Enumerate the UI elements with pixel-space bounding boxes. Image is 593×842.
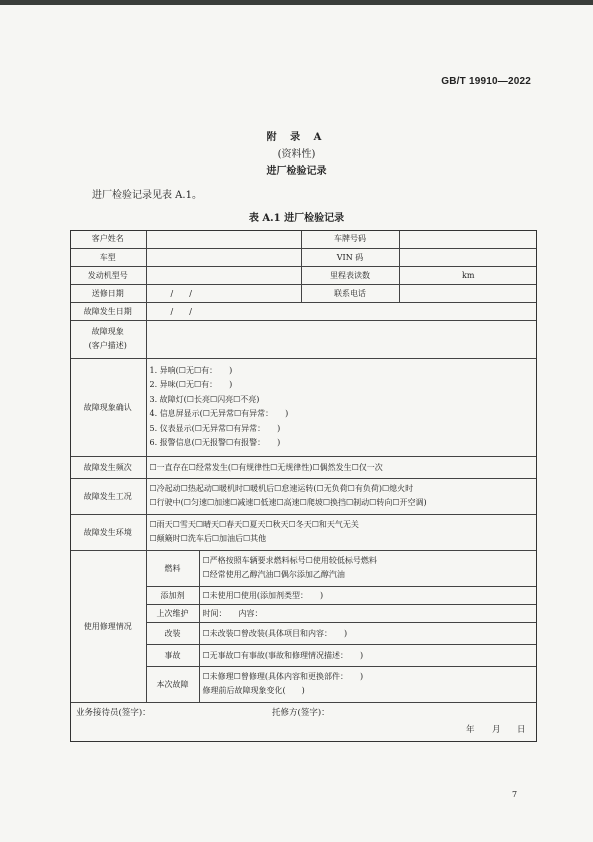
table-outer-border	[70, 230, 537, 742]
client-signature-label: 托修方(签字)：	[272, 708, 330, 718]
send-date-value: / /	[146, 284, 301, 302]
annex-name: 进厂检验记录	[266, 166, 327, 177]
additive-value: ☐未使用☐使用(添加剂类型： )	[199, 586, 537, 604]
fault-date-value: / /	[146, 302, 537, 320]
annex-title: 附 录 A	[266, 132, 327, 143]
standard-number: GB/T 19910—2022	[441, 76, 531, 87]
customer-name-label: 客户姓名	[70, 230, 146, 248]
modification-value: ☐未改装☐曾改装(具体项目和内容： )	[199, 622, 537, 644]
annex-nature: (资料性)	[277, 149, 316, 160]
frequency-value: ☐一直存在☐经常发生(☐有规律性☐无规律性)☐偶然发生☐仅一次	[146, 456, 537, 478]
send-date-label: 送修日期	[70, 284, 146, 302]
additive-label: 添加剂	[146, 586, 199, 604]
scan-top-edge	[0, 0, 593, 5]
confirm-item: 6. 报警信息(☐无报警☐有报警： )	[149, 438, 281, 447]
this-fault-line: 修理前后故障现象变化( )	[202, 686, 305, 695]
phenomenon-label-line2: (客户描述)	[88, 341, 127, 350]
date-year: 年	[466, 725, 475, 735]
this-fault-line: ☐未修理☐曾修理(具体内容和更换部件： )	[202, 671, 364, 681]
condition-label: 故障发生工况	[70, 478, 146, 514]
receptionist-signature-label: 业务接待员(签字)：	[76, 708, 151, 718]
confirm-label: 故障现象确认	[70, 358, 146, 456]
environment-label: 故障发生环境	[70, 514, 146, 550]
fault-date-label: 故障发生日期	[70, 302, 146, 320]
confirm-item: 1. 异响(☐无☐有： )	[149, 365, 233, 375]
fuel-line: ☐严格按照车辆要求燃料标号☐使用较低标号燃料	[202, 555, 377, 565]
last-maintenance-value: 时间： 内容：	[199, 604, 537, 622]
confirm-item: 4. 信息屏显示(☐无异常☐有异常： )	[149, 409, 289, 418]
phone-label: 联系电话	[301, 284, 399, 302]
plate-number-label: 车牌号码	[301, 230, 399, 248]
confirm-item: 2. 异味(☐无☐有： )	[149, 380, 233, 389]
model-label: 车型	[70, 248, 146, 266]
this-fault-label: 本次故障	[146, 666, 199, 702]
intro-text: 进厂检验记录见表 A.1。	[92, 190, 202, 201]
fuel-label: 燃料	[146, 550, 199, 586]
last-maintenance-label: 上次维护	[146, 604, 199, 622]
accident-value: ☐无事故☐有事故(事故和修理情况描述： )	[199, 644, 537, 666]
date-month: 月	[492, 725, 501, 735]
table-caption: 表 A.1 进厂检验记录	[248, 213, 345, 224]
condition-line: ☐冷起动☐热起动☐暖机时☐暖机后☐怠速运转(☐无负荷☐有负荷)☐熄火时	[149, 483, 414, 493]
date-day: 日	[517, 725, 526, 735]
confirm-item: 5. 仪表显示(☐无异常☐有异常： )	[149, 423, 281, 433]
odometer-unit: km	[399, 266, 537, 284]
engine-model-label: 发动机型号	[70, 266, 146, 284]
environment-line: ☐雨天☐雪天☐晴天☐春天☐夏天☐秋天☐冬天☐和天气无关	[149, 519, 359, 529]
fuel-line: ☐经常使用乙醇汽油☐偶尔添加乙醇汽油	[202, 570, 345, 579]
odometer-label: 里程表读数	[301, 266, 399, 284]
page-number: 7	[512, 790, 518, 799]
environment-line: ☐颠簸时☐洗车后☐加油后☐其他	[149, 534, 267, 543]
phenomenon-label-line1: 故障现象	[91, 326, 124, 336]
vin-label: VIN 码	[301, 248, 399, 266]
confirm-item: 3. 故障灯(☐长亮☐闪亮☐不亮)	[149, 394, 260, 404]
accident-label: 事故	[146, 644, 199, 666]
condition-line: ☐行驶中(☐匀速☐加速☐减速☐低速☐高速☐爬坡☐换挡☐制动☐转向☐开空调)	[149, 498, 427, 507]
usage-label: 使用修理情况	[70, 550, 146, 702]
frequency-label: 故障发生频次	[70, 456, 146, 478]
modification-label: 改装	[146, 622, 199, 644]
